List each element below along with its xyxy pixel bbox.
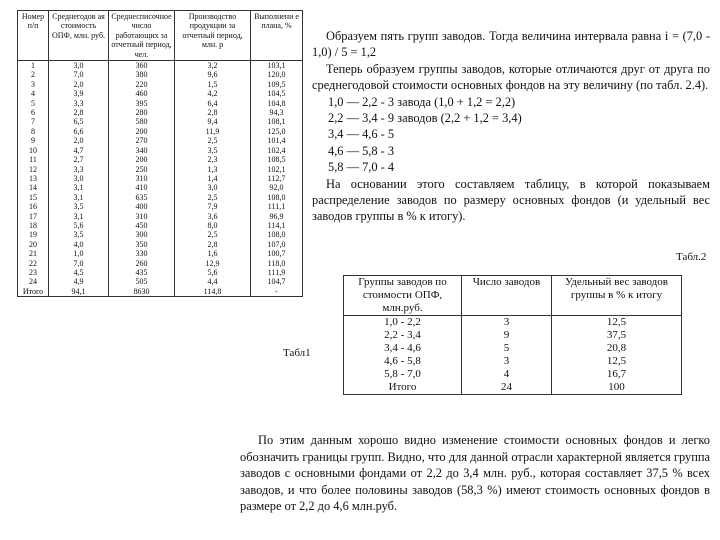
table-row xyxy=(18,193,303,202)
table-cell: 3,1 xyxy=(49,212,109,221)
table-cell: 102,4 xyxy=(251,146,303,155)
table-cell: 2,5 xyxy=(175,230,251,239)
table-cell: 7,9 xyxy=(175,202,251,211)
table-cell: 3,4 - 4,6 xyxy=(344,342,462,355)
table-row xyxy=(18,287,303,297)
table-cell: 7 xyxy=(18,117,49,126)
table-cell: 5 xyxy=(462,342,552,355)
table-row xyxy=(18,277,303,286)
paragraph-interval: Образуем пять групп заводов. Тогда величина интервала равна i = (7,0 - 1,0) / 5 = 1,2 xyxy=(312,29,710,60)
table-cell: 2,5 xyxy=(175,193,251,202)
header-group: Группы заводов по стоимости ОПФ, млн.руб. xyxy=(344,276,462,316)
conclusion-text xyxy=(240,432,710,515)
plants-table-body xyxy=(18,61,303,297)
group-line-1: 1,0 — 2,2 - 3 завода (1,0 + 1,2 = 2,2) xyxy=(328,94,516,109)
table-row xyxy=(18,127,303,136)
table-cell: 111,1 xyxy=(251,202,303,211)
table-cell: 6 xyxy=(18,108,49,117)
table-cell: 107,0 xyxy=(251,240,303,249)
table-cell: 4 xyxy=(462,368,552,381)
table-cell: 3 xyxy=(462,355,552,368)
table-cell: Итого xyxy=(344,381,462,395)
table-cell: 3,9 xyxy=(49,89,109,98)
table-cell: 21 xyxy=(18,249,49,258)
table-cell: 1,0 - 2,2 xyxy=(344,316,462,330)
table-cell: 5,6 xyxy=(49,221,109,230)
header-fixed-assets: Среднегодов ая стоимость ОПФ, млн. руб. xyxy=(49,11,109,61)
group-line-3: 3,4 — 4,6 - 5 xyxy=(328,127,395,142)
table-cell: 10 xyxy=(18,146,49,155)
table-row xyxy=(18,89,303,98)
table-cell: 94,1 xyxy=(49,287,109,297)
table-cell: 310 xyxy=(109,212,175,221)
table-cell: 4,4 xyxy=(175,277,251,286)
table-cell: 11,9 xyxy=(175,127,251,136)
table-cell: 109,5 xyxy=(251,80,303,89)
table-cell: Итого xyxy=(18,287,49,297)
table-cell: 1,3 xyxy=(175,165,251,174)
header-plan-fulfillment: Выполнени е плана, % xyxy=(251,11,303,61)
table-cell: 9,4 xyxy=(175,117,251,126)
table-cell: 300 xyxy=(109,230,175,239)
table-cell: 100 xyxy=(552,381,682,395)
table-cell: 114,1 xyxy=(251,221,303,230)
table-cell: 3,3 xyxy=(49,165,109,174)
table-cell: 3,0 xyxy=(49,61,109,71)
table-row xyxy=(18,117,303,126)
plants-data-table xyxy=(17,10,303,297)
table-cell: 4 xyxy=(18,89,49,98)
table-cell: 435 xyxy=(109,268,175,277)
table-cell: 19 xyxy=(18,230,49,239)
table-cell: 125,0 xyxy=(251,127,303,136)
table-cell: 340 xyxy=(109,146,175,155)
table-cell: 395 xyxy=(109,99,175,108)
table-cell: 400 xyxy=(109,202,175,211)
table2-caption: Табл.2 xyxy=(676,251,707,263)
table-cell: 460 xyxy=(109,89,175,98)
table-cell: 7,0 xyxy=(49,70,109,79)
table-cell: 3,5 xyxy=(49,230,109,239)
table-cell: 12,9 xyxy=(175,259,251,268)
table-cell: 8 xyxy=(18,127,49,136)
table-cell: 4,9 xyxy=(49,277,109,286)
table-cell: 2,8 xyxy=(175,108,251,117)
table-cell: 1,5 xyxy=(175,80,251,89)
table-cell: 220 xyxy=(109,80,175,89)
header-workers: Среднесписочное число работающих за отчетный период, чел. xyxy=(109,11,175,61)
paragraph-groups-intro: Теперь образуем группы заводов, которые отличаются друг от друга по среднегодовой стоимости основных фондов на эту величину (по табл. 2.4). xyxy=(312,61,710,93)
table-cell: 4,6 - 5,8 xyxy=(344,355,462,368)
table-row xyxy=(18,80,303,89)
header-share: Удельный вес заводов группы в % к итогу xyxy=(552,276,682,316)
table-row xyxy=(18,61,303,71)
table-cell: 9 xyxy=(18,136,49,145)
table-row xyxy=(18,183,303,192)
grouping-text xyxy=(312,28,710,225)
table-cell: 12,5 xyxy=(552,355,682,368)
table-cell: 410 xyxy=(109,183,175,192)
table-cell: 94,3 xyxy=(251,108,303,117)
table-cell: 350 xyxy=(109,240,175,249)
table-row xyxy=(18,146,303,155)
table-cell: 114,8 xyxy=(175,287,251,297)
table-cell: 635 xyxy=(109,193,175,202)
table-row xyxy=(18,202,303,211)
table-cell: 5 xyxy=(18,99,49,108)
table-cell: 505 xyxy=(109,277,175,286)
table-cell: 100,7 xyxy=(251,249,303,258)
table-cell: 1,4 xyxy=(175,174,251,183)
table-cell: 2,3 xyxy=(175,155,251,164)
table-row xyxy=(344,329,682,342)
table-cell: 92,0 xyxy=(251,183,303,192)
table-row xyxy=(344,342,682,355)
table-cell: 1,6 xyxy=(175,249,251,258)
table-cell: 8630 xyxy=(109,287,175,297)
table-cell: 103,1 xyxy=(251,61,303,71)
table-cell: 12 xyxy=(18,165,49,174)
table-cell: 108,0 xyxy=(251,193,303,202)
table-cell: 2,0 xyxy=(49,80,109,89)
header-number: Номер п/п xyxy=(18,11,49,61)
table-cell: 7,0 xyxy=(49,259,109,268)
table-cell: 280 xyxy=(109,108,175,117)
table-cell: 3,6 xyxy=(175,212,251,221)
table-cell: 108,1 xyxy=(251,117,303,126)
table-cell: 5,6 xyxy=(175,268,251,277)
group-line-2: 2,2 — 3,4 - 9 заводов (2,2 + 1,2 = 3,4) xyxy=(328,111,522,126)
table-row xyxy=(18,259,303,268)
table-cell: 13 xyxy=(18,174,49,183)
table-row xyxy=(344,316,682,330)
table-cell: 580 xyxy=(109,117,175,126)
table-cell: 360 xyxy=(109,61,175,71)
table-cell: 2 xyxy=(18,70,49,79)
table-cell: 3 xyxy=(18,80,49,89)
table-row xyxy=(18,212,303,221)
table-cell: 3,5 xyxy=(175,146,251,155)
table-cell: 8,0 xyxy=(175,221,251,230)
table-cell: 104,7 xyxy=(251,277,303,286)
table-cell: 2,0 xyxy=(49,136,109,145)
groups-table xyxy=(343,275,682,395)
table-cell: 380 xyxy=(109,70,175,79)
table1-caption: Табл1 xyxy=(283,347,311,359)
table-cell: 270 xyxy=(109,136,175,145)
table-cell: 2,8 xyxy=(49,108,109,117)
table-cell: 2,8 xyxy=(175,240,251,249)
table-row xyxy=(18,136,303,145)
table-cell: 5,8 - 7,0 xyxy=(344,368,462,381)
table-cell: 112,7 xyxy=(251,174,303,183)
table-cell: 6,6 xyxy=(49,127,109,136)
table-row xyxy=(18,240,303,249)
table-cell: 18 xyxy=(18,221,49,230)
table-cell: 96,9 xyxy=(251,212,303,221)
table-row xyxy=(18,221,303,230)
table-cell: 2,7 xyxy=(49,155,109,164)
table-cell: 24 xyxy=(462,381,552,395)
table-row xyxy=(18,249,303,258)
table-cell: 250 xyxy=(109,165,175,174)
table-cell: 24 xyxy=(18,277,49,286)
table-cell: 330 xyxy=(109,249,175,258)
table-cell: 118,0 xyxy=(251,259,303,268)
table-cell: 2,5 xyxy=(175,136,251,145)
table-cell: 22 xyxy=(18,259,49,268)
table-row xyxy=(18,70,303,79)
table-cell: 3,3 xyxy=(49,99,109,108)
table-cell: 200 xyxy=(109,155,175,164)
table-cell: 260 xyxy=(109,259,175,268)
table-cell: 3,2 xyxy=(175,61,251,71)
table-cell: 4,0 xyxy=(49,240,109,249)
table-cell: 9,6 xyxy=(175,70,251,79)
paragraph-table-intro: На основании этого составляем таблицу, в которой показываем распределение заводов по размеру основных фондов (и удельный вес заводов группы в % к итогу). xyxy=(312,176,710,224)
table-cell: 20,8 xyxy=(552,342,682,355)
table-cell: 37,5 xyxy=(552,329,682,342)
groups-table-body xyxy=(344,316,682,395)
table-row xyxy=(18,165,303,174)
group-line-5: 5,8 — 7,0 - 4 xyxy=(328,160,395,175)
table-row xyxy=(344,368,682,381)
table-cell: 15 xyxy=(18,193,49,202)
group-line-4: 4,6 — 5,8 - 3 xyxy=(328,143,395,158)
table-cell: 120,0 xyxy=(251,70,303,79)
table-row xyxy=(18,155,303,164)
table-cell: 3,0 xyxy=(49,174,109,183)
table-cell: 14 xyxy=(18,183,49,192)
table-row xyxy=(18,99,303,108)
table-cell: 1 xyxy=(18,61,49,71)
table-cell: 200 xyxy=(109,127,175,136)
table-cell: 1,0 xyxy=(49,249,109,258)
table-row xyxy=(344,355,682,368)
table-cell: 108,5 xyxy=(251,155,303,164)
table-cell: 16 xyxy=(18,202,49,211)
table-cell: 3,5 xyxy=(49,202,109,211)
table-cell: 20 xyxy=(18,240,49,249)
table-cell: 3,1 xyxy=(49,193,109,202)
table-cell: 4,2 xyxy=(175,89,251,98)
table-cell: 3,0 xyxy=(175,183,251,192)
table-cell: 2,2 - 3,4 xyxy=(344,329,462,342)
table-cell: 102,1 xyxy=(251,165,303,174)
table-row xyxy=(18,174,303,183)
table-cell: 104,8 xyxy=(251,99,303,108)
table-row xyxy=(18,268,303,277)
table-cell: 23 xyxy=(18,268,49,277)
table-cell: 17 xyxy=(18,212,49,221)
table-cell: 101,4 xyxy=(251,136,303,145)
table-row xyxy=(344,381,682,395)
table-cell: 4,7 xyxy=(49,146,109,155)
table-cell: 104,5 xyxy=(251,89,303,98)
table-row xyxy=(18,108,303,117)
table-cell: 4,5 xyxy=(49,268,109,277)
table-cell: 11 xyxy=(18,155,49,164)
table-cell: 6,4 xyxy=(175,99,251,108)
table-cell: 16,7 xyxy=(552,368,682,381)
paragraph-conclusion: По этим данным хорошо видно изменение стоимости основных фондов и легко обозначить границы групп. Видно, что для данной отрасли характерной является группа заводов с основными фондами от 2,2 до 3,4 млн. руб., которая составляет 37,5 % всех заводов, и что более половины заводов (58,3 %) имеют стоимость основных фондов в размере от 2,2 до 4,6 млн.руб. xyxy=(240,433,710,513)
table-cell: 450 xyxy=(109,221,175,230)
table-cell: 3,1 xyxy=(49,183,109,192)
header-plant-count: Число заводов xyxy=(462,276,552,316)
table-cell: - xyxy=(251,287,303,297)
table-cell: 310 xyxy=(109,174,175,183)
table-cell: 6,5 xyxy=(49,117,109,126)
table-cell: 12,5 xyxy=(552,316,682,330)
table-cell: 108,0 xyxy=(251,230,303,239)
table-cell: 9 xyxy=(462,329,552,342)
header-production: Производство продукции за отчетный период, млн. р xyxy=(175,11,251,61)
table-cell: 111,9 xyxy=(251,268,303,277)
table-cell: 3 xyxy=(462,316,552,330)
table-row xyxy=(18,230,303,239)
